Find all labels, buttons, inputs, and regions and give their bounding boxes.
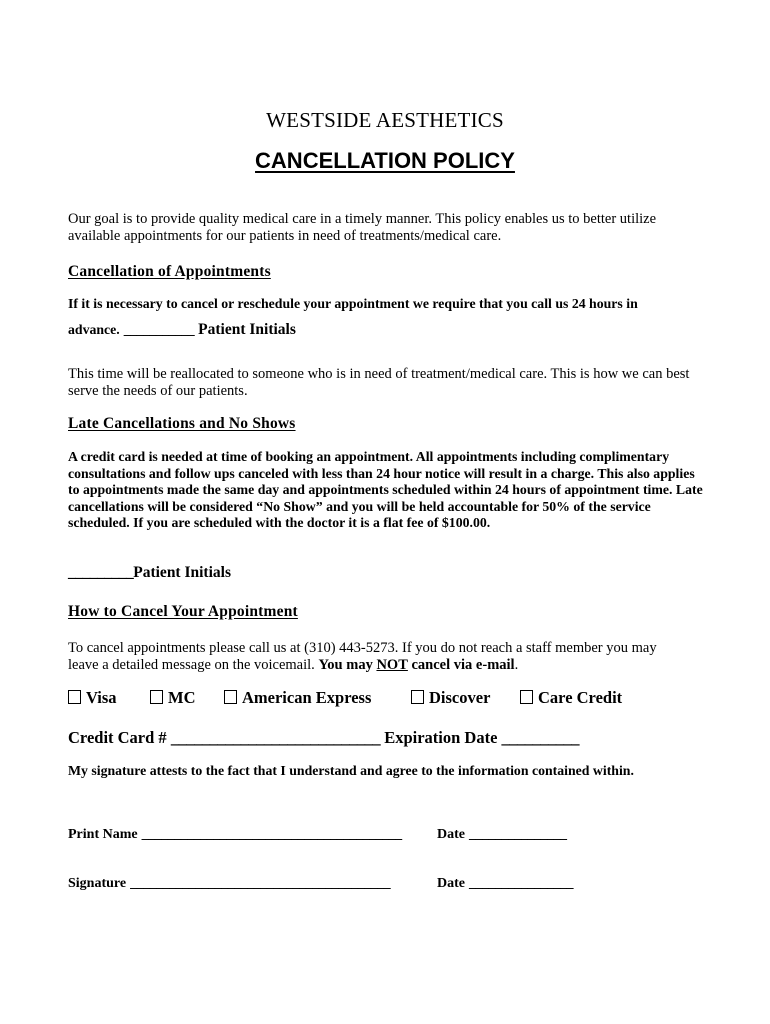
how-to-line1: To cancel appointments please call us at (310) 443-5273. If you do not reach a staff member you may	[68, 640, 657, 656]
initials-blank-2[interactable]: _________	[68, 564, 134, 581]
discover-checkbox[interactable]	[411, 690, 424, 704]
voicemail-text: leave a detailed message on the voicemail.	[68, 657, 315, 673]
cancellation-heading: Cancellation of Appointments	[68, 263, 271, 280]
print-date-row	[437, 825, 567, 843]
late-initials-row	[68, 564, 231, 582]
visa-checkbox[interactable]	[68, 690, 81, 704]
discover-label: Discover	[429, 688, 491, 707]
expiration-date-field[interactable]: __________	[501, 728, 580, 747]
period: .	[514, 657, 519, 673]
date-field-1[interactable]: _______________	[469, 827, 567, 842]
print-name-field[interactable]: ________________________________________	[141, 827, 402, 842]
credit-card-row	[68, 728, 579, 748]
visa-label: Visa	[86, 688, 117, 707]
payment-option-care-credit[interactable]	[520, 688, 622, 708]
date-field-2[interactable]: ________________	[469, 876, 573, 891]
signature-label: Signature	[68, 876, 127, 891]
payment-option-mc[interactable]	[150, 688, 196, 708]
expiration-label: Expiration Date	[384, 728, 498, 747]
signature-field[interactable]: ________________________________________	[130, 876, 391, 891]
page-title: CANCELLATION POLICY	[255, 148, 515, 173]
signature-date-row	[437, 874, 573, 892]
care-credit-checkbox[interactable]	[520, 690, 533, 704]
late-cancellation-policy: A credit card is needed at time of booking an appointment. All appointments including complimentary consultations and follow ups canceled with less than 24 hour notice will result in a charge. This also applies to appointments made the same day and appointments scheduled within 24 hours of appointment time. Late cancellations will be considered “No Show” and you will be held accountable for 50% of the service scheduled. If you are scheduled with the doctor it is a flat fee of $100.00.	[68, 449, 703, 530]
date-label-1: Date	[437, 827, 465, 842]
cancel-via-email-text: cancel via e-mail	[411, 657, 515, 673]
not-emphasis: NOT	[376, 657, 408, 673]
you-may-text: You may	[318, 657, 373, 673]
print-name-row	[68, 825, 402, 843]
org-name: WESTSIDE AESTHETICS	[266, 108, 504, 132]
care-credit-label: Care Credit	[538, 688, 623, 707]
late-cancellations-heading: Late Cancellations and No Shows	[68, 415, 296, 432]
initials-blank-1[interactable]: ___________	[123, 322, 195, 337]
attestation-text: My signature attests to the fact that I understand and agree to the information contained within.	[68, 763, 634, 778]
payment-option-discover[interactable]	[411, 688, 490, 708]
initials-label-2: Patient Initials	[133, 564, 231, 581]
payment-option-visa[interactable]	[68, 688, 117, 708]
cancellation-requirement-line1: If it is necessary to cancel or reschedule your appointment we require that you call us 24 hours in	[68, 296, 638, 311]
initials-label-1: Patient Initials	[198, 321, 296, 338]
signature-row	[68, 874, 390, 892]
date-label-2: Date	[437, 876, 465, 891]
credit-card-number-field[interactable]: ___________________________	[170, 728, 381, 747]
amex-checkbox[interactable]	[224, 690, 237, 704]
amex-label: American Express	[242, 688, 372, 707]
how-to-line2	[68, 657, 518, 674]
advance-text: advance.	[68, 322, 120, 337]
credit-card-label: Credit Card #	[68, 728, 167, 747]
intro-paragraph: Our goal is to provide quality medical care in a timely manner. This policy enables us to better utilize available appointments for our patients in need of treatments/medical care.	[68, 211, 657, 244]
reallocation-paragraph: This time will be reallocated to someone who is in need of treatment/medical care. This is how we can best serve the needs of our patients.	[68, 366, 690, 399]
print-name-label: Print Name	[68, 827, 138, 842]
mc-label: MC	[168, 688, 196, 707]
mc-checkbox[interactable]	[150, 690, 163, 704]
cancellation-initials-row	[68, 321, 296, 339]
payment-option-amex[interactable]	[224, 688, 371, 708]
how-to-cancel-heading: How to Cancel Your Appointment	[68, 603, 298, 620]
